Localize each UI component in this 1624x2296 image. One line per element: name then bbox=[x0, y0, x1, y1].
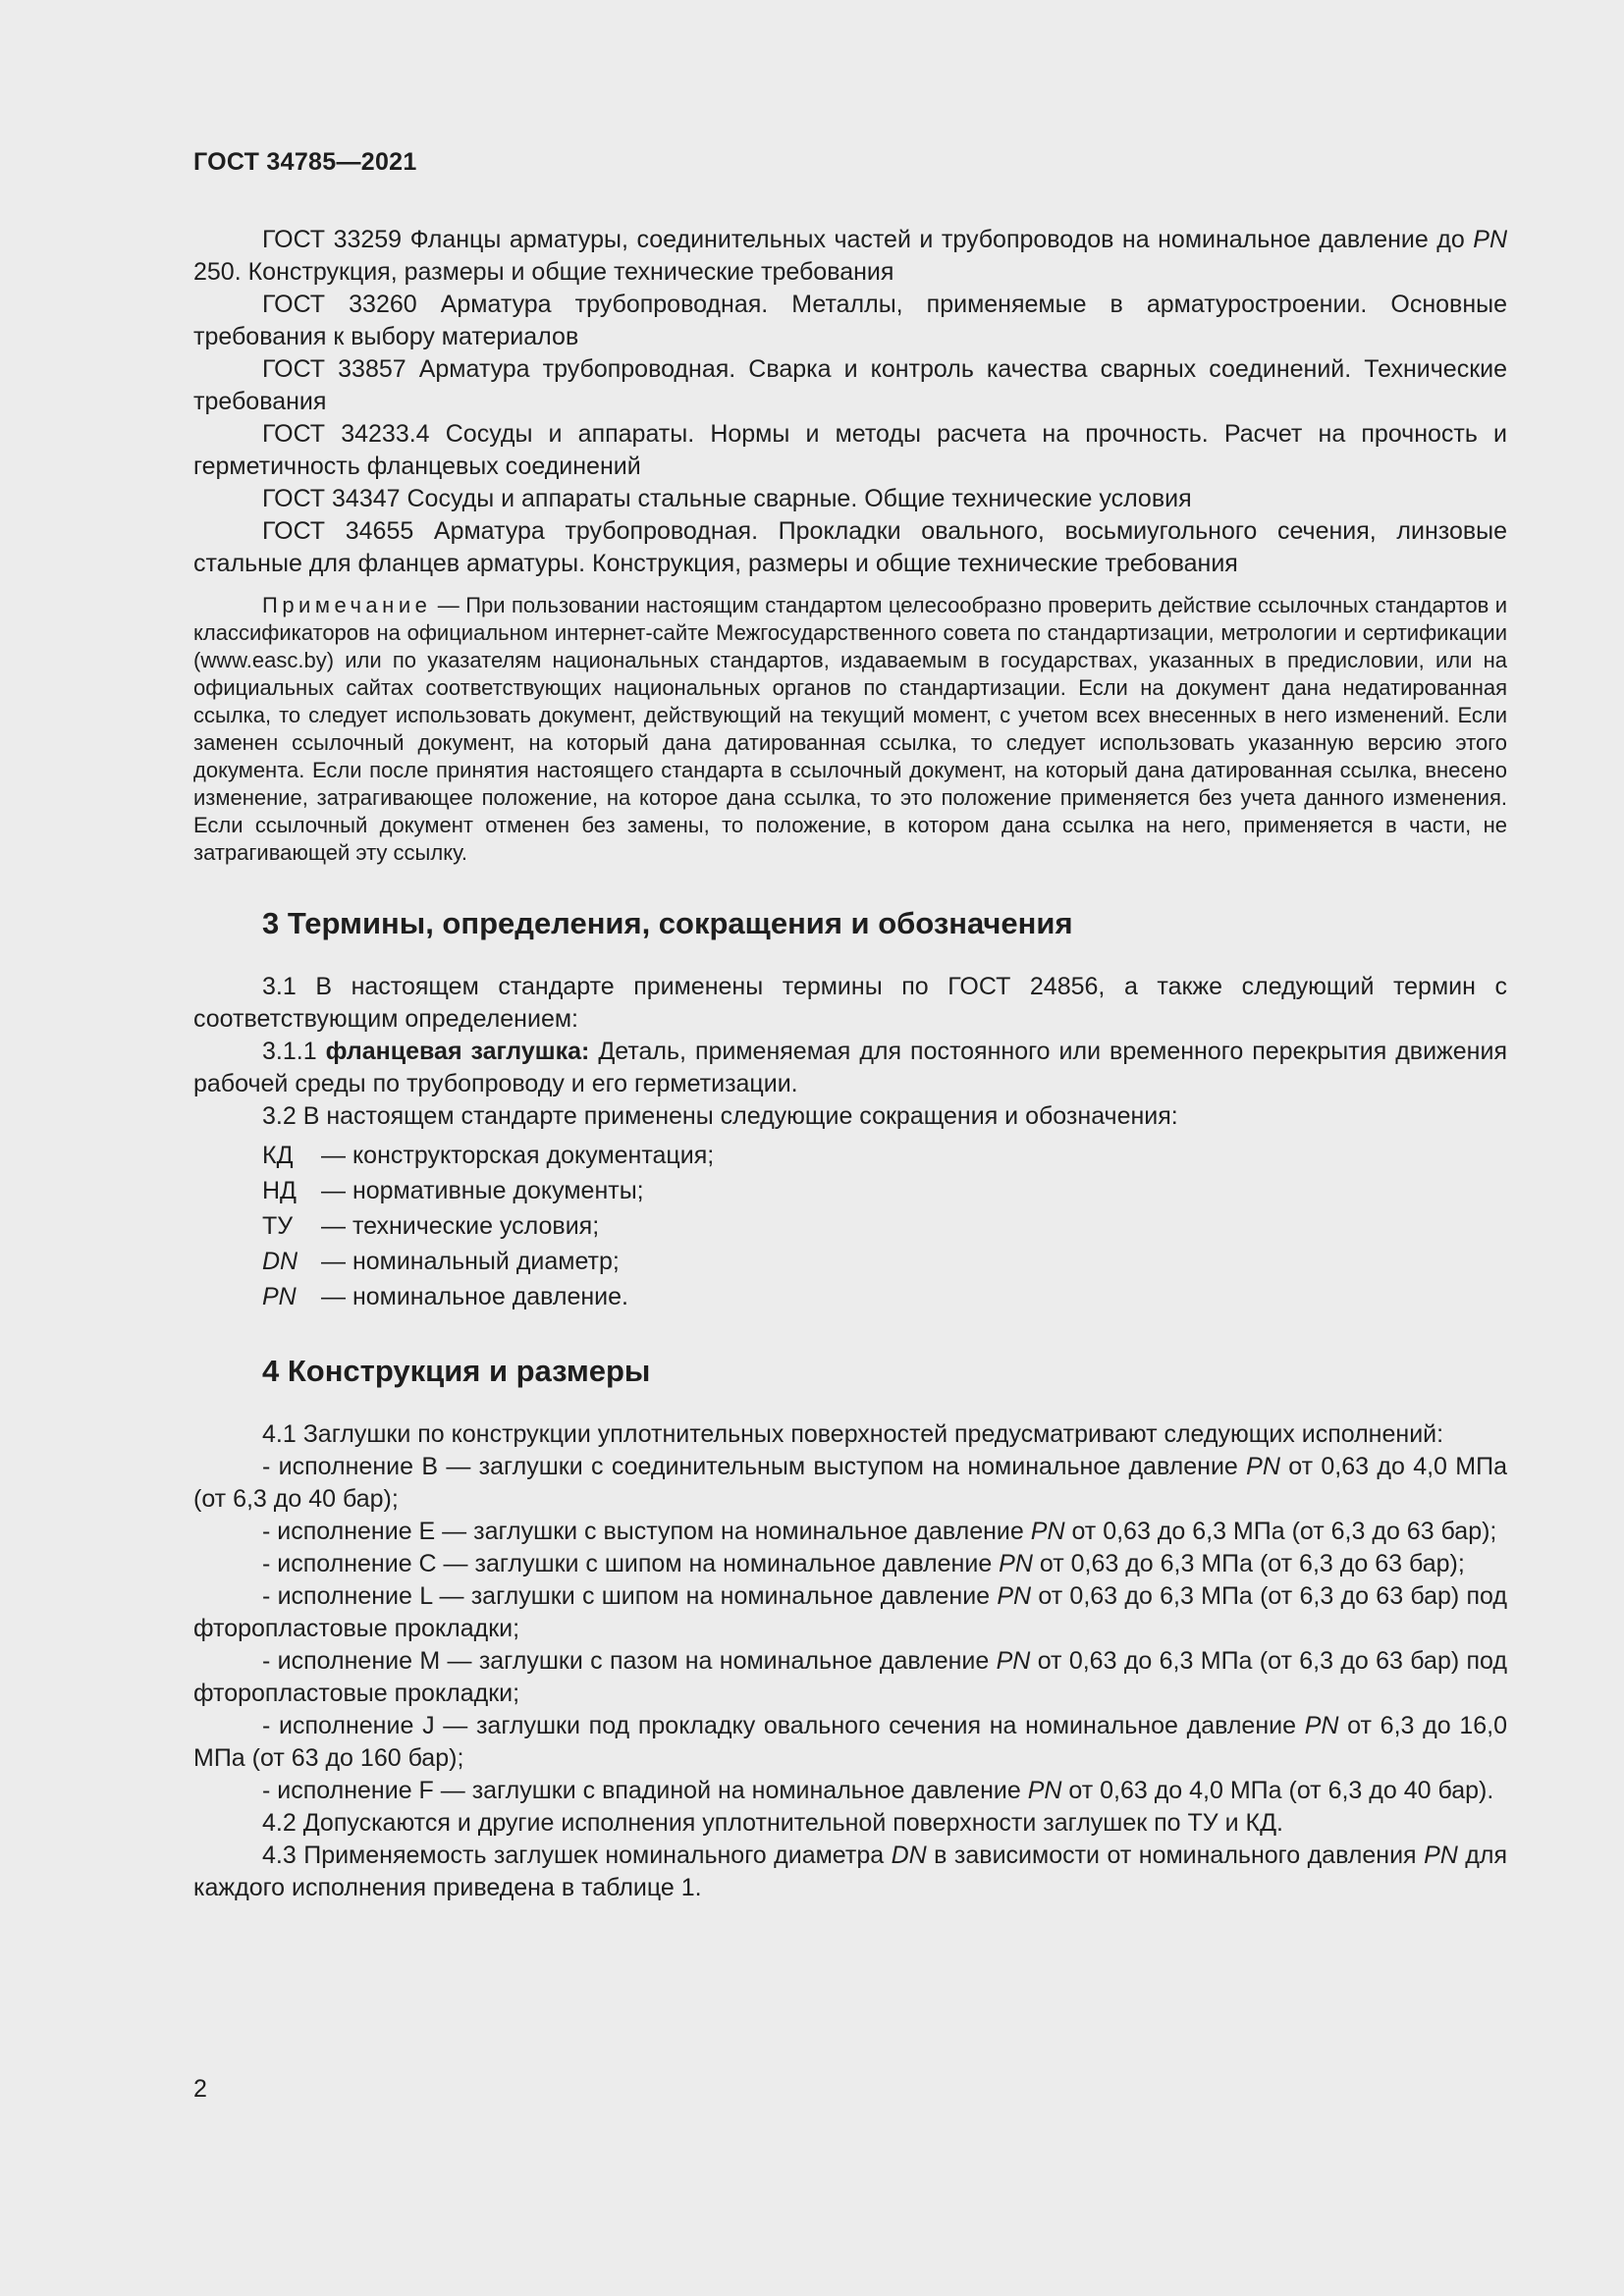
reference-item: ГОСТ 33857 Арматура трубопроводная. Сварка и контроль качества сварных соединений. Технические требования bbox=[193, 355, 1507, 415]
paragraph-3-1: 3.1 В настоящем стандарте применены термины по ГОСТ 24856, а также следующий термин с соответствующим определением: bbox=[193, 973, 1507, 1033]
abbreviation-definition: — номинальное давление. bbox=[321, 1283, 629, 1310]
abbreviation-code: КД bbox=[262, 1142, 294, 1169]
list-item bbox=[193, 1244, 1507, 1279]
abbreviation-code: PN bbox=[262, 1283, 297, 1310]
abbreviation-code: DN bbox=[262, 1248, 298, 1275]
list-item: - исполнение J — заглушки под прокладку овального сечения на номинальное давление PN от 6,3 до 16,0 МПа (от 63 до 160 бар); bbox=[193, 1712, 1507, 1772]
reference-item: ГОСТ 34655 Арматура трубопроводная. Прокладки овального, восьмиугольного сечения, линзовые стальные для фланцев арматуры. Конструкция, размеры и общие технические требования bbox=[193, 517, 1507, 577]
note-text: — При пользовании настоящим стандартом целесообразно проверить действие ссылочных стандартов и классификаторов на официальном интернет-сайте Межгосударственного совета по стандартизации, метрологии и сертификации (www.easc.by) или по указателям национальных стандартов, издаваемым в государствах, указанных в предисловии, или на официальных сайтах соответствующих национальных органов по стандартизации. Если на документ дана недатированная ссылка, то следует использовать документ, действующий на текущий момент, с учетом всех внесенных в него изменений. Если заменен ссылочный документ, на который дана датированная ссылка, то следует использовать указанную версию этого документа. Если после принятия настоящего стандарта в ссылочный документ, на который дана датированная ссылка, внесено изменение, затрагивающее положение, на которое дана ссылка, то это положение применяется без учета данного изменения. Если ссылочный документ отменен без замены, то положение, в котором дана ссылка на него, применяется в части, не затрагивающей эту ссылку. bbox=[193, 593, 1507, 865]
list-item: - исполнение E — заглушки с выступом на номинальное давление PN от 0,63 до 6,3 МПа (от 6,3 до 63 бар); bbox=[262, 1518, 1497, 1545]
paragraph-3-1-1: 3.1.1 фланцевая заглушка: Деталь, применяемая для постоянного или временного перекрытия движения рабочей среды по трубопроводу и его герметизации. bbox=[193, 1038, 1507, 1097]
reference-item: ГОСТ 34233.4 Сосуды и аппараты. Нормы и методы расчета на прочность. Расчет на прочность и герметичность фланцевых соединений bbox=[193, 420, 1507, 480]
abbreviation-code: ТУ bbox=[262, 1212, 294, 1240]
reference-item: ГОСТ 33260 Арматура трубопроводная. Металлы, применяемые в арматуростроении. Основные требования к выбору материалов bbox=[193, 291, 1507, 350]
document-body bbox=[193, 224, 1507, 1904]
reference-item: ГОСТ 33259 Фланцы арматуры, соединительных частей и трубопроводов на номинальное давление до PN 250. Конструкция, размеры и общие технические требования bbox=[193, 226, 1507, 286]
abbreviation-definition: — конструкторская документация; bbox=[321, 1142, 715, 1169]
abbreviation-definition: — технические условия; bbox=[321, 1212, 600, 1240]
abbreviations-list bbox=[193, 1138, 1507, 1314]
list-item: - исполнение B — заглушки с соединительным выступом на номинальное давление PN от 0,63 до 4,0 МПа (от 6,3 до 40 бар); bbox=[193, 1453, 1507, 1513]
list-item bbox=[193, 1208, 1507, 1244]
note-label: Примечание bbox=[262, 593, 432, 617]
paragraph-4-3: 4.3 Применяемость заглушек номинального диаметра DN в зависимости от номинального давления PN для каждого исполнения приведена в таблице 1. bbox=[193, 1842, 1507, 1901]
abbreviation-definition: — номинальный диаметр; bbox=[321, 1248, 620, 1275]
list-item bbox=[193, 1173, 1507, 1208]
note-paragraph bbox=[193, 592, 1507, 867]
list-item bbox=[193, 1138, 1507, 1173]
section-4-title: 4 Конструкция и размеры bbox=[262, 1354, 651, 1388]
page-number: 2 bbox=[193, 2075, 207, 2103]
reference-item: ГОСТ 34347 Сосуды и аппараты стальные сварные. Общие технические условия bbox=[262, 485, 1192, 512]
document-header: ГОСТ 34785—2021 bbox=[193, 148, 417, 176]
list-item bbox=[193, 1279, 1507, 1314]
paragraph-4-2: 4.2 Допускаются и другие исполнения уплотнительной поверхности заглушек по ТУ и КД. bbox=[262, 1809, 1283, 1837]
term-name: фланцевая заглушка: bbox=[325, 1038, 590, 1065]
paragraph-4-1: 4.1 Заглушки по конструкции уплотнительных поверхностей предусматривают следующих исполнений: bbox=[262, 1420, 1444, 1448]
abbreviation-code: НД bbox=[262, 1177, 297, 1204]
list-item: - исполнение M — заглушки с пазом на номинальное давление PN от 0,63 до 6,3 МПа (от 6,3 до 63 бар) под фторопластовые прокладки; bbox=[193, 1647, 1507, 1707]
references-list bbox=[193, 224, 1507, 580]
section-3-title: 3 Термины, определения, сокращения и обозначения bbox=[262, 906, 1073, 940]
list-item: - исполнение L — заглушки с шипом на номинальное давление PN от 0,63 до 6,3 МПа (от 6,3 до 63 бар) под фторопластовые прокладки; bbox=[193, 1582, 1507, 1642]
abbreviation-definition: — нормативные документы; bbox=[321, 1177, 644, 1204]
list-item: - исполнение C — заглушки с шипом на номинальное давление PN от 0,63 до 6,3 МПа (от 6,3 до 63 бар); bbox=[262, 1550, 1465, 1577]
list-item: - исполнение F — заглушки с впадиной на номинальное давление PN от 0,63 до 4,0 МПа (от 6,3 до 40 бар). bbox=[262, 1777, 1494, 1804]
paragraph-3-2: 3.2 В настоящем стандарте применены следующие сокращения и обозначения: bbox=[262, 1102, 1178, 1130]
variants-list bbox=[193, 1451, 1507, 1807]
